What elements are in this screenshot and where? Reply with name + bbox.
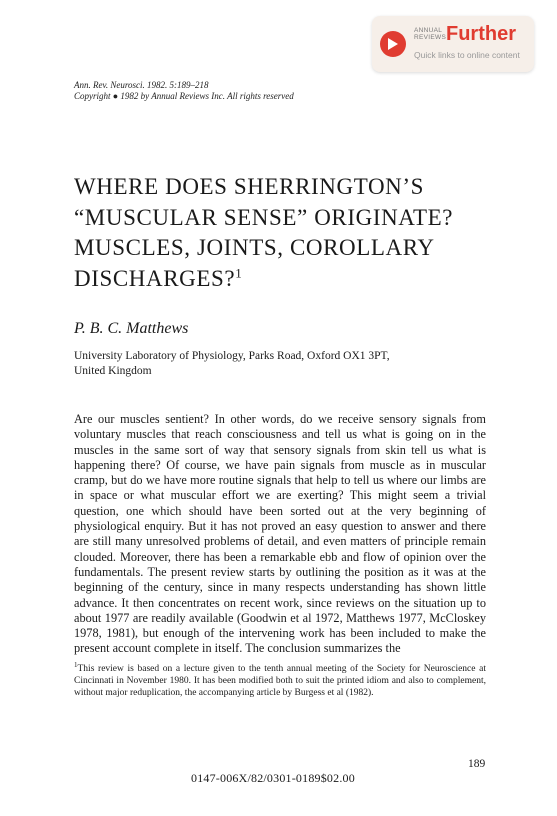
title-line: DISCHARGES? xyxy=(74,265,236,291)
publisher-name-line1: ANNUAL xyxy=(414,27,443,34)
footnote-text: This review is based on a lecture given to the tenth annual meeting of the Society for Neuroscience at Cincinnati in November 1980. It has been modified both to suit the printed idiom and also to complement, without major reduplication, the accompanying article by Burgess et al (1982). xyxy=(74,664,486,699)
further-tagline[interactable]: Quick links to online content xyxy=(414,50,520,60)
copyright-notice: Copyright ● 1982 by Annual Reviews Inc. All rights reserved xyxy=(74,91,294,101)
affiliation-line: United Kingdom xyxy=(74,365,152,377)
annual-reviews-logo-icon xyxy=(380,31,406,57)
publisher-name-line2: REVIEWS xyxy=(414,34,447,41)
title-footnote-mark[interactable]: 1 xyxy=(235,264,243,280)
journal-citation: Ann. Rev. Neurosci. 1982. 5:189–218 xyxy=(74,80,209,90)
further-badge[interactable] xyxy=(372,16,534,72)
affiliation-line: University Laboratory of Physiology, Parks Road, Oxford OX1 3PT, xyxy=(74,350,390,362)
further-wordmark: Further xyxy=(446,23,516,45)
publisher-name xyxy=(414,27,447,41)
page-number: 189 xyxy=(468,758,486,770)
title-line: MUSCLES, JOINTS, COROLLARY xyxy=(74,235,435,260)
article-title xyxy=(74,172,514,294)
title-line: “MUSCULAR SENSE” ORIGINATE? xyxy=(74,204,454,230)
body-paragraph: Are our muscles sentient? In other words, do we receive sensory signals from voluntary muscles that reach consciousness and tell us what is going on in the muscles in the same sort of way that sensory signals from skin tell us what is happening there? Of course, we have pain signals from muscle as in muscular cramp, but do we have more routine signals that help to tell us where our limbs are in space or what muscular effort we are exerting? This might seem a trivial question, one which should have been sorted out at the very beginning of physiological enquiry. But it has not proved an easy question to answer and there are still many unresolved problems of detail, and even matters of principle remain clouded. Moreover, there has been a remarkable ebb and flow of opinion over the fundamentals. The present review starts by outlining the position as it was at the beginning of the century, since in many respects understanding has shown little advance. It then concentrates on recent work, since reviews on the situation up to about 1977 are readily available (Goodwin et al 1972, Matthews 1977, McCloskey 1978, 1981), but enough of the intervening work has been included to make the present account complete in itself. The conclusion summarizes the xyxy=(74,412,486,656)
citation-block xyxy=(74,80,294,102)
document-code: 0147-006X/82/0301-0189$02.00 xyxy=(191,771,355,785)
title-line: WHERE DOES SHERRINGTON’S xyxy=(74,174,425,199)
author-name: P. B. C. Matthews xyxy=(74,320,189,337)
author-affiliation xyxy=(74,349,494,379)
footnote-mark: 1 xyxy=(74,660,78,669)
footnote xyxy=(74,660,486,700)
